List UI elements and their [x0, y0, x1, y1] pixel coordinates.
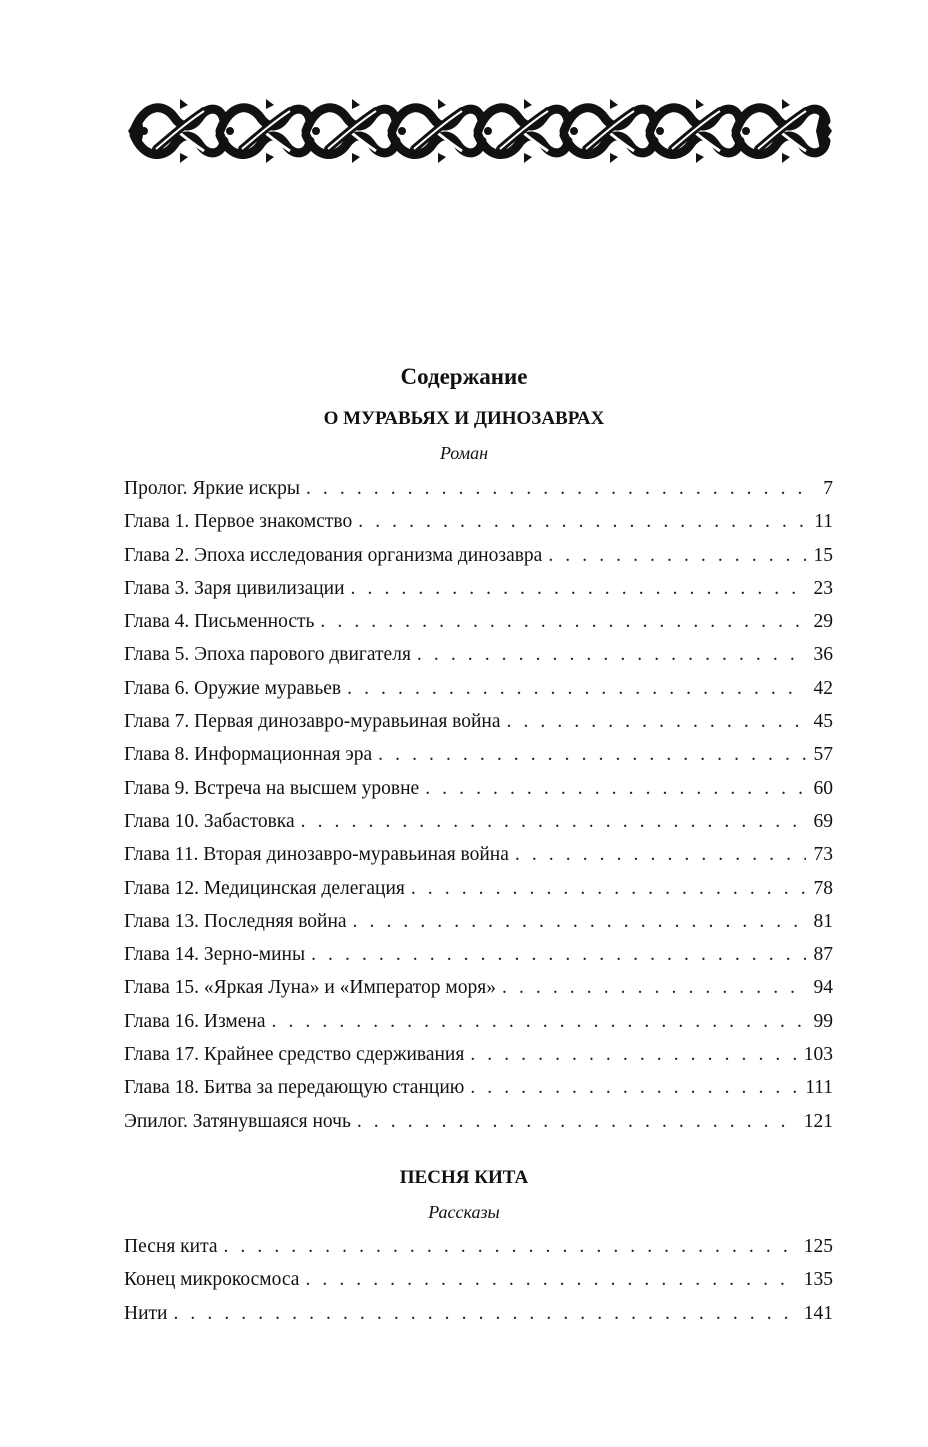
toc-page-number: 36 — [813, 644, 833, 666]
toc-entry[interactable] — [124, 605, 833, 638]
toc-entry[interactable] — [124, 1005, 833, 1038]
toc-entry-title: Глава 18. Битва за передающую станцию — [124, 1077, 465, 1099]
toc-page-number: 125 — [803, 1236, 833, 1257]
dot-leader — [351, 572, 806, 605]
toc-page-number: 141 — [803, 1302, 833, 1324]
toc-entry[interactable] — [124, 672, 833, 705]
toc-entry-title: Глава 3. Заря цивилизации — [124, 577, 345, 599]
toc-entry-title: Глава 15. «Яркая Луна» и «Император моря» — [124, 977, 496, 999]
toc-page-number: 111 — [805, 1077, 833, 1099]
toc-page-number: 78 — [813, 877, 833, 899]
toc-entry[interactable] — [124, 1071, 833, 1104]
section-subtitle-stories: Рассказы — [428, 1202, 500, 1222]
toc-entry[interactable] — [124, 705, 833, 738]
dot-leader — [548, 539, 805, 572]
toc-page-number: 87 — [813, 944, 833, 966]
toc-entry-title: Конец микрокосмоса — [124, 1269, 300, 1291]
toc-entry[interactable] — [124, 805, 833, 838]
toc-entry[interactable] — [124, 505, 833, 538]
toc-entry[interactable] — [124, 539, 833, 572]
section-subtitle-novel: Роман — [439, 443, 489, 463]
dot-leader — [507, 705, 806, 738]
toc-entry-title: Глава 8. Информационная эра — [124, 744, 373, 766]
dot-leader — [470, 1038, 795, 1071]
dot-leader — [470, 1071, 797, 1104]
toc-entry[interactable] — [124, 1297, 833, 1330]
toc-entry[interactable] — [124, 905, 833, 938]
toc-entry-title: Глава 13. Последняя война — [124, 910, 347, 932]
toc-entry-title: Глава 11. Вторая динозавро-муравьиная война — [124, 844, 509, 866]
toc-page-number: 29 — [813, 611, 833, 633]
toc-entry-title: Глава 14. Зерно-мины — [124, 944, 306, 966]
celtic-knot-border-icon — [128, 95, 832, 167]
dot-leader — [353, 905, 806, 938]
toc-entry-title: Глава 12. Медицинская делегация — [124, 877, 405, 899]
toc-page-number: 121 — [803, 1110, 833, 1132]
toc-page-number: 15 — [813, 544, 833, 566]
toc-page-number: 94 — [813, 977, 833, 999]
toc-entry[interactable] — [124, 1263, 833, 1296]
toc-page-number: 73 — [813, 844, 833, 866]
toc-page-number: 99 — [813, 1010, 833, 1032]
dot-leader — [320, 605, 805, 638]
toc-entry-title: Песня кита — [124, 1236, 218, 1257]
toc-entry-title: Глава 4. Письменность — [124, 611, 315, 633]
section-title-novel: О МУРАВЬЯХ И ДИНОЗАВРАХ — [323, 408, 605, 429]
toc-entry-title: Глава 10. Забастовка — [124, 810, 295, 832]
toc-entry-title: Глава 1. Первое знакомство — [124, 511, 353, 533]
toc-entry[interactable] — [124, 1105, 833, 1138]
dot-leader — [223, 1230, 795, 1263]
toc-entry-title: Эпилог. Затянувшаяся ночь — [124, 1110, 351, 1132]
dot-leader — [311, 938, 805, 971]
toc-entry-title: Глава 7. Первая динозавро-муравьиная война — [124, 711, 501, 733]
dot-leader — [301, 805, 806, 838]
toc-page-number: 57 — [813, 744, 833, 766]
toc-page-number: 23 — [813, 577, 833, 599]
toc-entry-title: Глава 9. Встреча на высшем уровне — [124, 777, 420, 799]
toc-page-number: 60 — [813, 777, 833, 799]
toc-entry[interactable] — [124, 738, 833, 771]
toc-entry[interactable] — [124, 838, 833, 871]
toc-entry-title: Пролог. Яркие искры — [124, 478, 300, 499]
section-title-stories: ПЕСНЯ КИТА — [399, 1167, 529, 1188]
dot-leader — [272, 1005, 806, 1038]
toc-entry[interactable] — [124, 472, 833, 505]
toc-entry-title: Глава 2. Эпоха исследования организма динозавра — [124, 544, 543, 566]
page-title: Содержание — [400, 364, 528, 389]
dot-leader — [173, 1297, 795, 1330]
toc-page-number: 7 — [823, 478, 833, 499]
toc-page-number: 103 — [803, 1044, 833, 1066]
dot-leader — [358, 505, 806, 538]
toc-entry[interactable] — [124, 872, 833, 905]
dot-leader — [417, 638, 806, 671]
toc-entry-title: Глава 17. Крайнее средство сдерживания — [124, 1044, 465, 1066]
dot-leader — [357, 1105, 796, 1138]
toc-entry[interactable] — [124, 772, 833, 805]
dot-leader — [305, 1263, 795, 1296]
toc-entry[interactable] — [124, 971, 833, 1004]
toc-entry[interactable] — [124, 1038, 833, 1071]
dot-leader — [306, 472, 815, 505]
dot-leader — [411, 872, 806, 905]
toc-entry[interactable] — [124, 638, 833, 671]
dot-leader — [425, 772, 805, 805]
toc-list-novel — [124, 472, 833, 1138]
toc-entry[interactable] — [124, 572, 833, 605]
toc-page-number: 45 — [813, 711, 833, 733]
toc-page-number: 42 — [813, 677, 833, 699]
dot-leader — [515, 838, 806, 871]
toc-entry-title: Глава 5. Эпоха парового двигателя — [124, 644, 411, 666]
toc-entry-title: Нити — [124, 1302, 168, 1324]
toc-entry-title: Глава 6. Оружие муравьев — [124, 677, 342, 699]
dot-leader — [378, 738, 805, 771]
dot-leader — [502, 971, 806, 1004]
toc-page-number: 11 — [814, 511, 833, 533]
toc-page-number: 69 — [813, 810, 833, 832]
toc-entry[interactable] — [124, 938, 833, 971]
toc-entry-title: Глава 16. Измена — [124, 1010, 266, 1032]
dot-leader — [347, 672, 805, 705]
toc-page-number: 81 — [813, 910, 833, 932]
toc-page-number: 135 — [803, 1269, 833, 1291]
toc-list-stories — [124, 1230, 833, 1330]
toc-entry[interactable] — [124, 1230, 833, 1263]
